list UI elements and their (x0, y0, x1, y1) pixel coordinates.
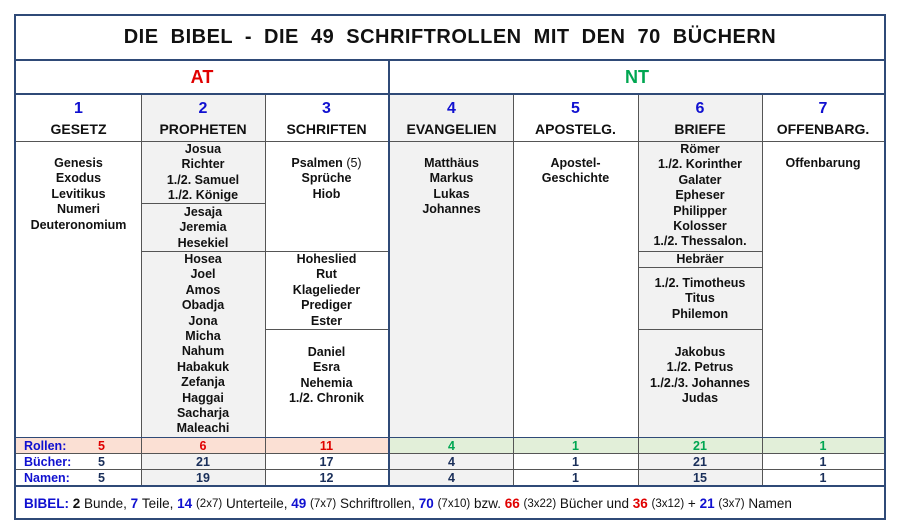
book-name: Rut (316, 267, 337, 282)
divider (762, 95, 763, 438)
book-name: Jeremia (179, 220, 227, 235)
footer-number: 36 (632, 496, 648, 511)
rollen-value: 5 (98, 438, 105, 453)
namen-value: 15 (693, 470, 707, 485)
book-name: Hoheslied (296, 252, 357, 266)
book-name: Nahum (181, 344, 225, 359)
book-name: Prediger (301, 298, 352, 313)
column-header-briefe (638, 95, 762, 141)
column-number: 5 (571, 100, 580, 117)
book-name: Genesis (54, 156, 103, 170)
section-nt: NT (625, 66, 649, 87)
book-name-psalmen: Psalmen (5) (291, 156, 362, 170)
rollen-value: 11 (319, 438, 334, 453)
book-name: 1./2. Timotheus (654, 276, 746, 290)
column-name: PROPHETEN (159, 121, 247, 137)
book-name: Hebräer (676, 252, 724, 266)
book-name: Offenbarung (785, 156, 861, 170)
book-name: Titus (685, 291, 715, 306)
books-briefe-2 (638, 252, 762, 267)
footer-text: Bunde, (84, 496, 127, 511)
book-name: Maleachi (176, 421, 230, 436)
namen-value: 1 (572, 470, 579, 485)
divider (388, 61, 390, 93)
book-name: Nehemia (300, 375, 353, 390)
footer-text: + (687, 496, 696, 511)
namen-value: 4 (448, 470, 455, 485)
column-name: SCHRIFTEN (286, 121, 367, 137)
book-name: Apostel- (550, 156, 601, 170)
footer-number: 49 (291, 496, 307, 511)
footer-multiplier: (2x7) (195, 497, 223, 510)
column-number: 6 (695, 100, 705, 117)
book-name: Epheser (675, 188, 725, 203)
book-name: 1./2. Chronik (288, 391, 365, 406)
books-offenbarung (762, 156, 884, 171)
book-name: Micha (185, 329, 221, 344)
books-gesetz (16, 156, 141, 233)
book-name: Hesekiel (177, 235, 229, 250)
books-propheten-3 (141, 252, 265, 437)
book-name: Sprüche (301, 171, 352, 186)
footer-number: 70 (418, 496, 434, 511)
book-name: Römer (680, 142, 720, 156)
namen-value: 1 (819, 470, 827, 485)
column-number: 4 (447, 100, 456, 117)
book-name: 1./2. Petrus (666, 360, 734, 375)
column-header-schriften (265, 95, 388, 141)
book-name: 1./2. Samuel (166, 172, 240, 187)
footer-text: Unterteile, (225, 496, 288, 511)
footer-number: 66 (504, 496, 520, 511)
book-name: Daniel (307, 345, 346, 359)
rollen-value: 1 (572, 438, 579, 453)
buecher-value: 4 (448, 454, 455, 469)
footer-multiplier: (7x10) (437, 497, 471, 510)
book-name: Esra (312, 360, 341, 375)
book-name: Ester (310, 313, 343, 328)
books-briefe-1 (638, 142, 762, 250)
footer-text: Bücher und (559, 496, 629, 511)
footer-multiplier: (3x22) (523, 497, 557, 510)
column-header-gesetz (16, 95, 141, 141)
books-evangelien (390, 156, 513, 218)
book-name: Lukas (433, 186, 470, 201)
book-name: Galater (678, 172, 722, 187)
book-name: Obadja (181, 298, 225, 313)
book-name: Sacharja (176, 406, 230, 421)
buecher-value: 1 (572, 454, 579, 469)
row-label-namen: Namen: (24, 470, 70, 485)
footer-multiplier: (3x12) (651, 497, 685, 510)
footer-multiplier: (7x7) (310, 497, 337, 510)
column-fill-evangelien (390, 95, 513, 438)
section-at: AT (190, 66, 214, 87)
psalmen-count: (5) (346, 156, 362, 170)
book-name: Richter (181, 157, 225, 172)
books-briefe-3 (638, 276, 762, 322)
row-label-buecher: Bücher: (24, 454, 72, 469)
book-name: Zefanja (181, 375, 225, 390)
book-name: Philipper (673, 203, 727, 218)
buecher-value: 17 (319, 454, 334, 469)
column-name: GESETZ (50, 121, 107, 137)
book-name: Judas (681, 391, 719, 406)
column-header-evangelien (390, 95, 513, 141)
book-name: Johannes (422, 202, 481, 217)
books-propheten-1 (141, 142, 265, 204)
book-name: Kolosser (673, 219, 727, 234)
column-number: 1 (74, 100, 83, 117)
books-apostelg (513, 156, 638, 187)
book-name: Geschichte (541, 171, 610, 186)
footer-text: Namen (748, 496, 792, 511)
book-name: Josua (184, 142, 222, 156)
namen-value: 5 (98, 470, 105, 485)
column-header-propheten (141, 95, 265, 141)
buecher-value: 21 (693, 454, 707, 469)
column-name: EVANGELIEN (406, 121, 497, 137)
footer-summary (16, 487, 884, 520)
books-schriften-1 (265, 156, 388, 202)
rollen-value: 21 (693, 438, 707, 453)
column-number: 3 (322, 100, 331, 117)
rollen-value: 1 (819, 438, 827, 453)
column-name: BRIEFE (674, 121, 726, 137)
book-name: Markus (429, 171, 474, 186)
book-name: Habakuk (176, 359, 230, 374)
footer-text: Teile, (141, 496, 174, 511)
divider (388, 95, 390, 438)
column-name: APOSTELG. (535, 121, 616, 137)
column-header-offenbarung (762, 95, 884, 141)
book-name: Jesaja (183, 205, 223, 219)
book-name: Haggai (182, 390, 224, 405)
buecher-value: 21 (196, 454, 210, 469)
column-number: 7 (818, 100, 828, 117)
rollen-value: 4 (448, 438, 455, 453)
book-name: Joel (190, 267, 216, 282)
divider (513, 95, 514, 438)
book-name: Jakobus (674, 345, 726, 359)
book-name: 1./2. Korinther (657, 157, 743, 172)
footer-label: BIBEL: (24, 496, 69, 511)
books-schriften-2 (265, 252, 388, 329)
book-name: Numeri (56, 202, 101, 217)
book-name: 1./2./3. Johannes (649, 375, 751, 390)
book-name: Amos (185, 282, 221, 297)
book-name: Hiob (312, 186, 341, 201)
book-name: Philemon (671, 306, 729, 321)
books-propheten-2 (141, 205, 265, 251)
book-name: Jona (188, 313, 218, 328)
buecher-value: 1 (819, 454, 827, 469)
column-name: OFFENBARG. (776, 121, 870, 137)
book-name: Hosea (184, 252, 222, 266)
row-label-rollen: Rollen: (24, 438, 67, 453)
books-briefe-4 (638, 345, 762, 407)
footer-number: 14 (177, 496, 193, 511)
books-schriften-3 (265, 345, 388, 407)
footer-text: bzw. (473, 496, 501, 511)
column-header-apostelg (513, 95, 638, 141)
bible-table (14, 14, 886, 520)
footer-number: 7 (130, 496, 139, 511)
book-name: Matthäus (424, 156, 479, 170)
book-name: Exodus (55, 171, 102, 186)
rollen-value: 6 (199, 438, 207, 453)
book-name: 1./2. Thessalon. (653, 234, 747, 249)
page-title: DIE BIBEL - DIE 49 SCHRIFTROLLEN MIT DEN 70 BÜCHERN (123, 26, 777, 48)
footer-multiplier: (3x7) (718, 497, 745, 510)
column-number: 2 (198, 100, 208, 117)
divider (638, 329, 762, 330)
footer-text: Schriftrollen, (340, 496, 416, 511)
buecher-value: 5 (98, 454, 105, 469)
namen-value: 12 (319, 470, 334, 485)
book-name: Levitikus (51, 186, 106, 201)
footer-number: 2 (72, 496, 81, 511)
book-name: Deuteronomium (30, 217, 127, 232)
divider (265, 329, 388, 330)
namen-value: 19 (196, 470, 210, 485)
book-name: Klagelieder (292, 282, 361, 297)
book-name: 1./2. Könige (167, 188, 239, 203)
footer-number: 21 (699, 496, 715, 511)
